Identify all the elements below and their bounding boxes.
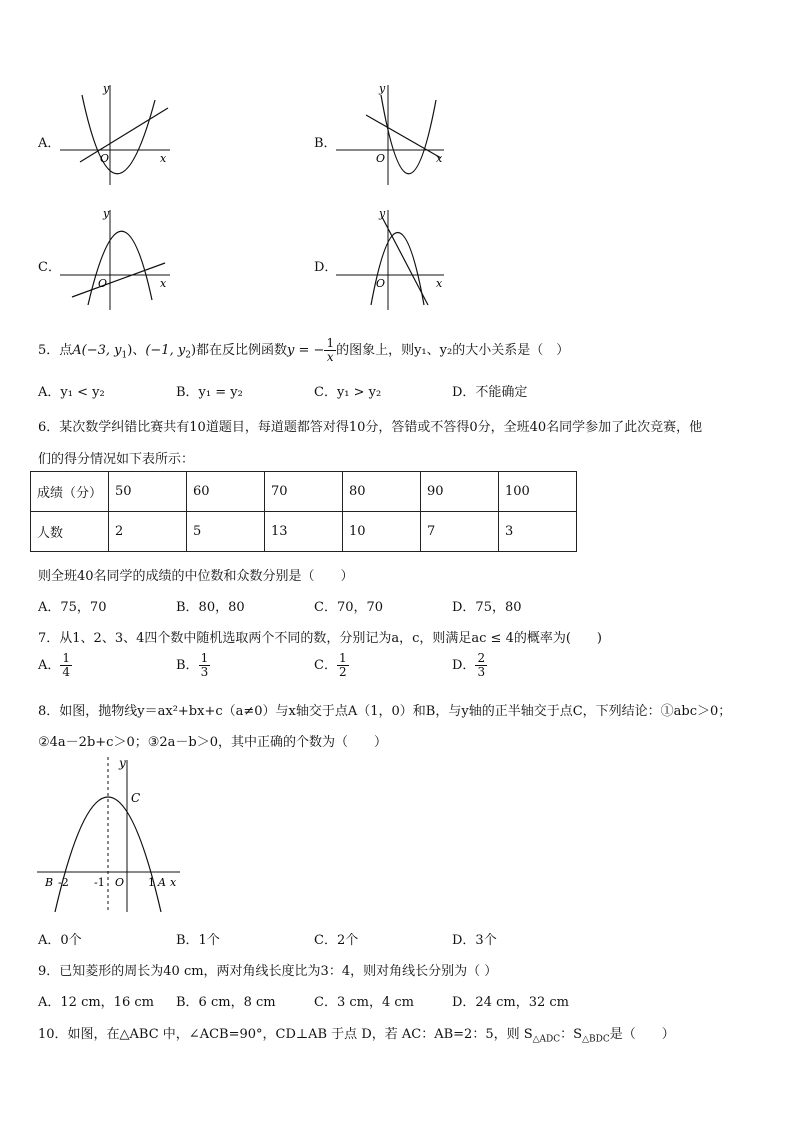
q5-option-c[interactable]: C．y₁ > y₂ (314, 385, 382, 400)
q9-option-b[interactable]: B．6 cm，8 cm (176, 995, 276, 1010)
line (80, 108, 168, 162)
b-label: B (45, 876, 54, 889)
x-label: x (160, 152, 167, 165)
parabola (88, 231, 152, 305)
y-label: y (379, 82, 386, 95)
line (382, 217, 428, 305)
q5-fraction: $\frac{1}{x}$ (326, 336, 335, 364)
origin-label: O (376, 152, 386, 165)
q8-parabola-graph (35, 752, 185, 914)
origin-label: O (98, 277, 108, 290)
q7-option-a[interactable]: A． $\frac{1}{4}$ (38, 651, 71, 679)
q6-stem-line1: 6．某次数学纠错比赛共有10道题目，每道题都答对得10分，答错或不答得0分，全班40名同学参加了此次竞赛，他 (38, 420, 703, 435)
table-cell: 5 (187, 512, 265, 552)
parabola (82, 95, 155, 174)
table-row (31, 472, 577, 512)
y-label: y (103, 207, 110, 220)
a-label: A (158, 876, 166, 889)
table-cell: 成绩（分） (31, 472, 109, 512)
one-label: 1 (148, 876, 155, 889)
q8-stem-line1: 8．如图，抛物线y＝ax²+bx+c（a≠0）与x轴交于点A（1，0）和B，与y轴的正半轴交于点C，下列结论：①abc＞0； (38, 704, 732, 719)
table-cell: 13 (265, 512, 343, 552)
y-label: y (119, 756, 126, 770)
option-c-label: C． (38, 260, 61, 275)
q6-question: 则全班40名同学的成绩的中位数和众数分别是（ ） (38, 569, 354, 584)
q7-stem: 7．从1、2、3、4四个数中随机选取两个不同的数，分别记为a，c，则满足ac ≤ 4的概率为( ) (38, 631, 602, 646)
q10-stem: 10．如图，在△ABC 中，∠ACB=90°，CD⊥AB 于点 D，若 AC：AB=2：5，则 $S_{\triangle ADC}$：$S_{\triangle BDC}$是（ ） (38, 1027, 675, 1045)
graph-c (60, 205, 175, 315)
parabola (371, 233, 424, 306)
table-cell: 100 (499, 472, 577, 512)
table-cell: 50 (109, 472, 187, 512)
q8-stem-line2: ②4a－2b+c＞0；③2a－b＞0，其中正确的个数为（ ） (38, 735, 387, 750)
option-b-label: B． (314, 136, 337, 151)
table-cell: 70 (265, 472, 343, 512)
line (72, 263, 165, 297)
y-label: y (103, 82, 110, 95)
x-label: x (160, 277, 167, 290)
q6-option-c[interactable]: C．70，70 (314, 600, 384, 615)
option-a-label: A． (38, 136, 61, 151)
q9-option-c[interactable]: C．3 cm，4 cm (314, 995, 414, 1010)
q7-option-b[interactable]: B． $\frac{1}{3}$ (176, 651, 209, 679)
minus-one-label: -1 (94, 876, 105, 889)
table-cell: 80 (343, 472, 421, 512)
q7-option-d[interactable]: D． $\frac{2}{3}$ (452, 651, 486, 679)
parabola (381, 95, 436, 174)
q6-option-a[interactable]: A．75，70 (38, 600, 107, 615)
q5-option-d[interactable]: D．不能确定 (452, 385, 528, 400)
table-cell: 60 (187, 472, 265, 512)
q9-option-a[interactable]: A．12 cm，16 cm (38, 995, 154, 1010)
q5-option-a[interactable]: A．y₁ < y₂ (38, 385, 105, 400)
q8-option-d[interactable]: D．3个 (452, 933, 497, 948)
x-label: x (170, 876, 177, 889)
q9-stem: 9．已知菱形的周长为40 cm，两对角线长度比为3：4，则对角线长分别为（ ） (38, 964, 498, 979)
q6-option-d[interactable]: D．75，80 (452, 600, 522, 615)
c-label: C (131, 791, 141, 805)
score-table (30, 471, 577, 552)
x-label: x (436, 152, 443, 165)
table-cell: 10 (343, 512, 421, 552)
table-cell: 7 (421, 512, 499, 552)
graph-a (60, 80, 175, 190)
table-cell: 2 (109, 512, 187, 552)
minus-two-label: -2 (58, 876, 69, 889)
option-d-label: D． (314, 260, 338, 275)
graph-b (336, 80, 451, 190)
q5-option-b[interactable]: B．y₁ = y₂ (176, 385, 243, 400)
q8-option-b[interactable]: B．1个 (176, 933, 220, 948)
graph-d (336, 205, 451, 315)
q6-stem-line2: 们的得分情况如下表所示： (38, 452, 195, 467)
origin-label: O (376, 277, 386, 290)
origin-label: O (100, 152, 110, 165)
q5-stem: 5．点A(−3, $y_1$)、(−1, $y_2$)都在反比例函数y = − $\frac{1}{x}$ 的图象上，则y₁、y₂的大小关系是（ ） (38, 336, 570, 364)
q7-option-c[interactable]: C． $\frac{1}{2}$ (314, 651, 347, 679)
table-cell: 90 (421, 472, 499, 512)
q8-option-c[interactable]: C．2个 (314, 933, 359, 948)
q6-option-b[interactable]: B．80，80 (176, 600, 245, 615)
y-label: y (379, 207, 386, 220)
q9-option-d[interactable]: D．24 cm，32 cm (452, 995, 569, 1010)
x-label: x (436, 277, 443, 290)
table-cell: 3 (499, 512, 577, 552)
origin-label: O (115, 876, 125, 889)
q8-option-a[interactable]: A．0个 (38, 933, 82, 948)
table-cell: 人数 (31, 512, 109, 552)
table-row (31, 512, 577, 552)
